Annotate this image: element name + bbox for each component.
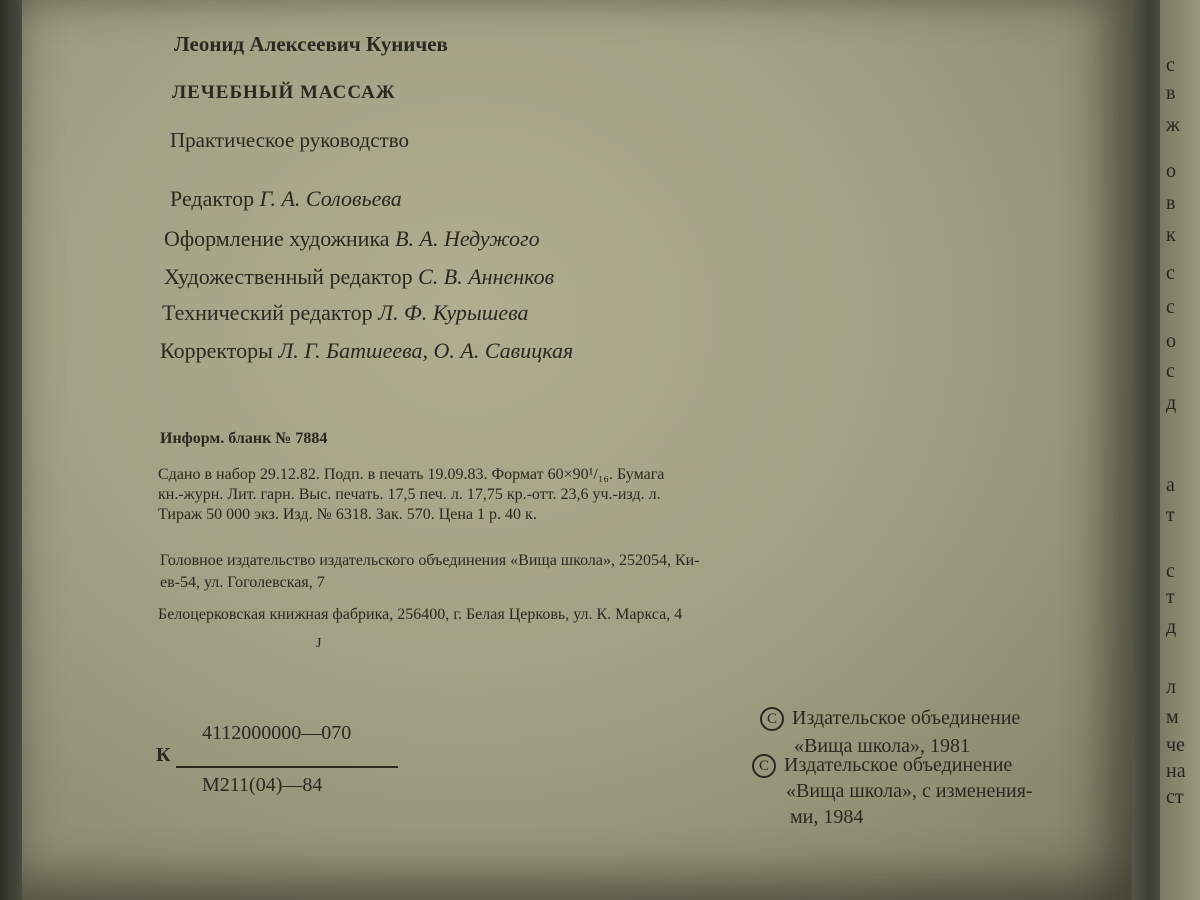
copyright-icon: C [752,754,776,778]
fraction-rule [176,766,398,768]
book-gutter [1132,0,1160,900]
credit-role: Оформление художника [164,226,390,251]
copyright-line: Издательское объединение [784,754,1013,776]
index-denominator: М211(04)—84 [202,774,323,796]
credit-role: Технический редактор [162,300,373,325]
publisher-line: Головное издательство издательского объединения «Вища школа», 252054, Ки- [160,552,700,569]
print-data-line: кн.-журн. Лит. гарн. Выс. печать. 17,5 печ. л. 17,75 кр.-отт. 23,6 уч.-изд. л. [158,486,661,503]
author-name: Леонид Алексеевич Куничев [174,32,448,56]
credit-proofreaders [160,338,573,364]
next-page-fragment: с [1166,262,1175,284]
credit-role: Редактор [170,186,255,211]
next-page-fragment: к [1166,224,1176,246]
credit-role: Художественный редактор [164,264,413,289]
credit-tech-editor [162,300,529,326]
next-page-edge [1160,0,1200,900]
credit-role: Корректоры [160,338,273,363]
next-page-fragment: т [1166,586,1175,608]
index-letter: К [156,744,171,766]
copyright-1984 [752,752,1033,830]
next-page-fragment: в [1166,192,1176,214]
next-page-fragment: м [1166,706,1179,728]
printing-factory: Белоцерковская книжная фабрика, 256400, г. Белая Церковь, ул. К. Маркса, 4 [158,606,683,623]
copyright-line: «Вища школа», с изменения- [786,780,1033,803]
next-page-fragment: о [1166,330,1176,352]
credit-art-editor [164,264,554,290]
credit-person: С. В. Анненков [418,264,555,289]
next-page-fragment: че [1166,734,1185,756]
next-page-fragment: л [1166,676,1176,698]
printer-mark: J [316,636,322,651]
print-data-line: Тираж 50 000 экз. Изд. № 6318. Зак. 570. Цена 1 р. 40 к. [158,506,537,523]
next-page-fragment: на [1166,760,1186,782]
inform-number: Информ. бланк № 7884 [160,430,328,447]
next-page-fragment: с [1166,360,1175,382]
next-page-fragment: а [1166,474,1175,496]
next-page-fragment: с [1166,296,1175,318]
copyright-line: ми, 1984 [790,806,864,829]
credit-person: В. А. Недужого [395,226,540,251]
print-data-line: Сдано в набор 29.12.82. Подп. в печать 19.09.83. Формат 60×90¹/₁₆. Бумага [158,466,665,483]
index-numerator: 4112000000—070 [202,722,352,744]
credit-person: Л. Ф. Курышева [378,300,529,325]
copyright-icon: C [760,707,784,731]
next-page-fragment: д [1166,616,1177,638]
credit-person: Л. Г. Батшеева, О. А. Савицкая [278,338,574,363]
next-page-fragment: с [1166,560,1175,582]
book-title: ЛЕЧЕБНЫЙ МАССАЖ [172,82,396,103]
next-page-fragment: в [1166,82,1176,104]
book-left-edge [0,0,22,900]
copyright-line: Издательское объединение [792,707,1021,729]
publisher-line: ев-54, ул. Гоголевская, 7 [160,574,325,591]
credit-editor [170,186,402,212]
next-page-fragment: т [1166,504,1175,526]
next-page-fragment: с [1166,54,1175,76]
book-subtitle: Практическое руководство [170,128,409,152]
next-page-fragment: ж [1166,114,1180,136]
next-page-fragment: о [1166,160,1176,182]
credit-person: Г. А. Соловьева [259,186,402,211]
credit-design [164,226,540,252]
copyright-line: «Вища школа», 1981 [794,735,971,757]
next-page-fragment: д [1166,392,1177,414]
next-page-fragment: ст [1166,786,1184,808]
print-data [158,465,664,525]
publisher-info [160,550,700,594]
